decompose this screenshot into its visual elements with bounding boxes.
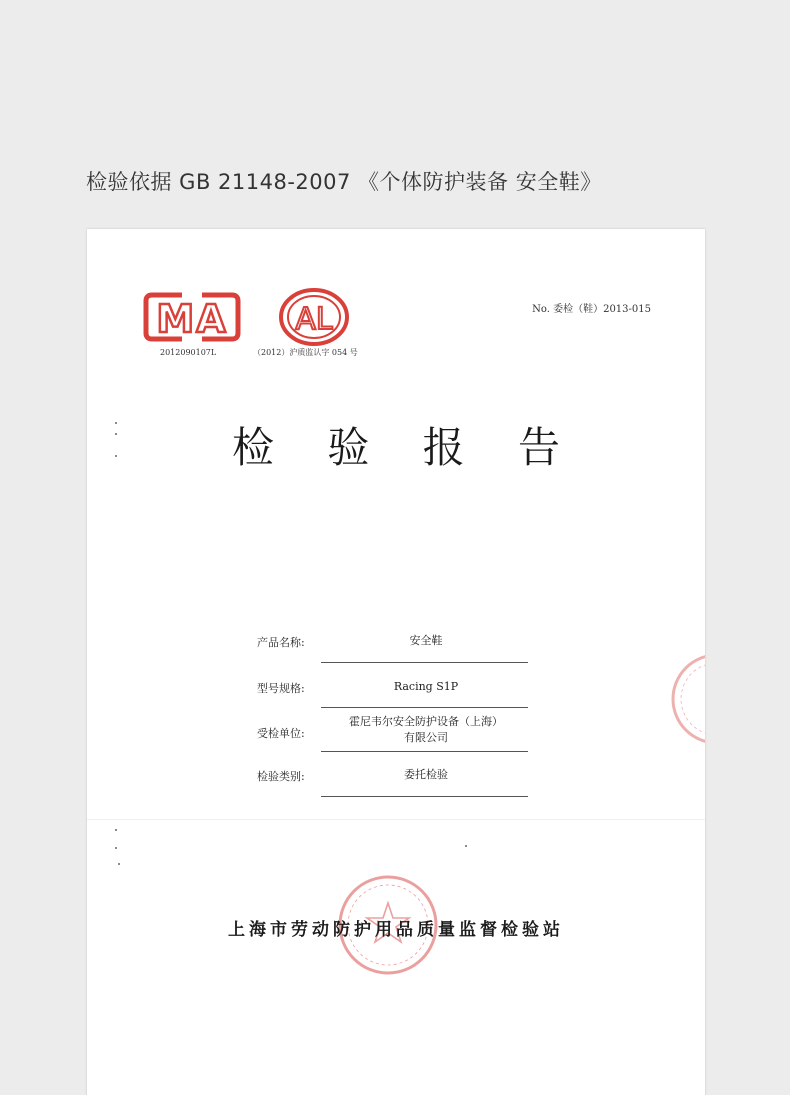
report-document <box>87 229 705 1095</box>
scan-speck <box>118 863 120 865</box>
field-label-inspected-unit: 受检单位: <box>257 727 305 740</box>
cal-license-number: （2012）沪质监认字 054 号 <box>253 348 358 357</box>
field-underline <box>321 751 528 752</box>
issuing-organization: 上海市劳动防护用品质量监督检验站 <box>228 920 564 940</box>
report-number: No. 委检（鞋）2013-015 <box>532 304 651 315</box>
field-label-product-name: 产品名称: <box>257 636 305 649</box>
scan-speck <box>115 847 117 849</box>
field-label-inspection-type: 检验类别: <box>257 770 305 783</box>
field-value-inspected-unit-line1: 霍尼韦尔安全防护设备（上海） <box>349 715 503 728</box>
edge-seal-icon <box>669 649 705 749</box>
cal-mark-text: AL <box>295 302 333 337</box>
field-underline <box>321 707 528 708</box>
cma-mark-text: MA <box>156 297 228 341</box>
cma-license-number: 2012090107L <box>160 348 217 357</box>
report-title: 检 验 报 告 <box>231 423 581 472</box>
paper-fold-line <box>87 819 705 820</box>
scan-speck <box>115 422 117 424</box>
field-value-inspected-unit-line2: 有限公司 <box>404 731 448 744</box>
field-label-model: 型号规格: <box>257 682 305 695</box>
scan-speck <box>115 455 117 457</box>
field-value-product-name: 安全鞋 <box>409 634 443 647</box>
cma-mark-icon <box>142 291 242 343</box>
page-heading: 检验依据 GB 21148-2007 《个体防护装备 安全鞋》 <box>86 170 602 194</box>
scan-speck <box>465 845 467 847</box>
field-value-inspection-type: 委托检验 <box>404 768 448 781</box>
field-value-model: Racing S1P <box>393 680 459 693</box>
field-underline <box>321 662 528 663</box>
scan-speck <box>115 829 117 831</box>
field-underline <box>321 796 528 797</box>
cal-mark-icon <box>277 286 351 348</box>
scan-speck <box>115 433 117 435</box>
